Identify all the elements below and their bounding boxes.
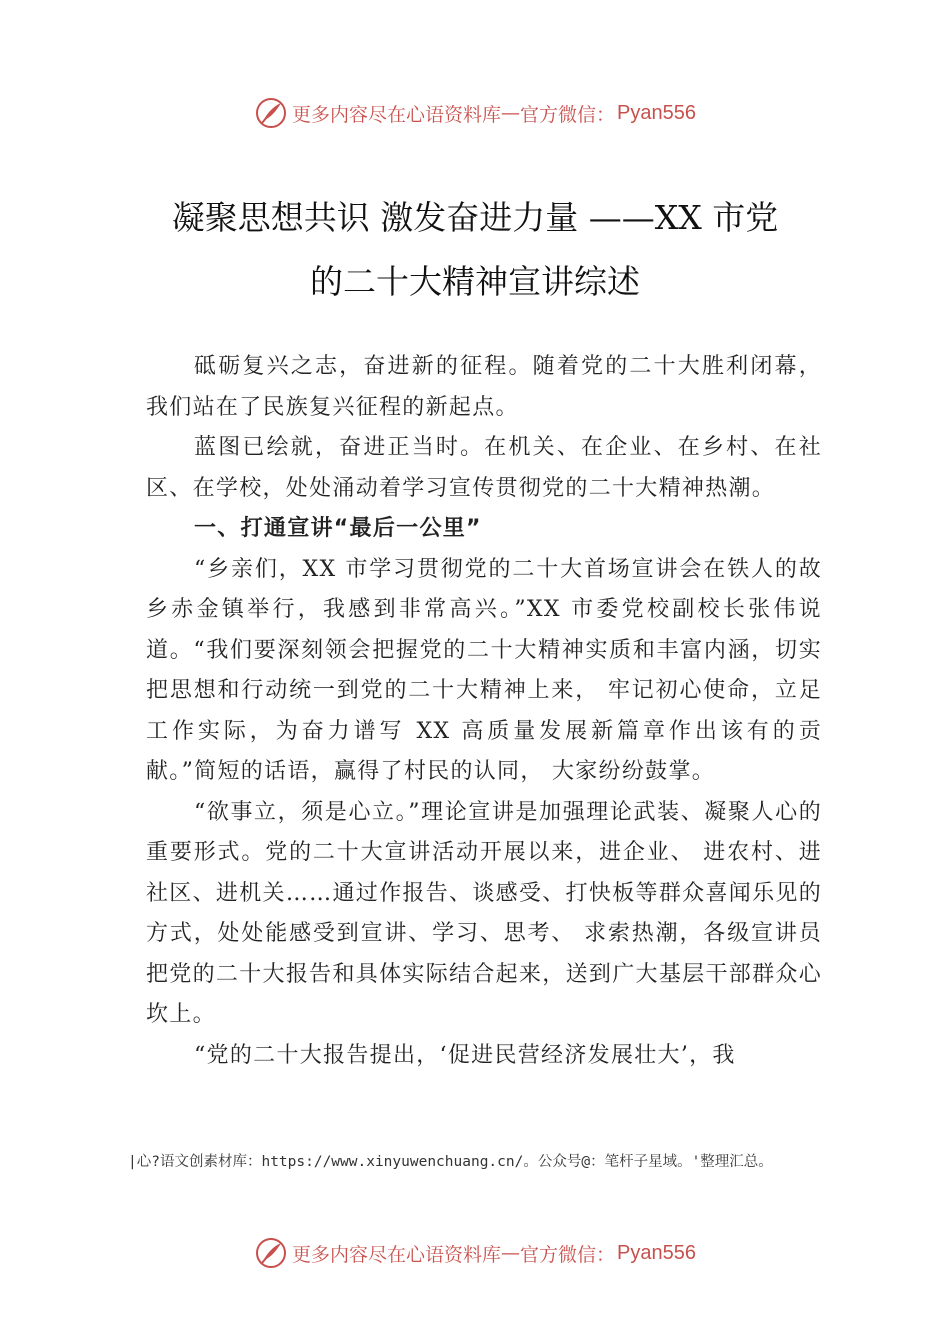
footer-watermark-banner [0, 1236, 950, 1270]
section-paragraph: “欲事立，须是心立。”理论宣讲是加强理论武装、凝聚人心的重要形式。党的二十大宣讲活动开展以来，进企业、 进农村、进社区、进机关……通过作报告、谈感受、打快板等群众喜闻乐见的方式，处处能感受到宣讲、学习、思考、 求索热潮，各级宣讲员把党的二十大报告和具体实际结合起来，送到广大基层干部群众心坎上。 [146, 799, 822, 1027]
banner-wechat-id: Pyan556 [617, 1241, 696, 1264]
intro-paragraph: 蓝图已绘就，奋进正当时。在机关、在企业、在乡村、在社区、在学校，处处涌动着学习宣传贯彻党的二十大精神热潮。 [146, 435, 822, 501]
banner-text: 更多内容尽在心语资料库 [292, 1243, 502, 1266]
banner-separator: — [501, 1242, 521, 1264]
title-line-1: 凝聚思想共识 激发奋进力量 ——XX 市党 [171, 198, 779, 237]
document-body [146, 347, 822, 1076]
section-paragraph: “党的二十大报告提出，‘促进民营经济发展壮大’，我 [194, 1042, 736, 1068]
section-paragraph: “乡亲们，XX 市学习贯彻党的二十大首场宣讲会在铁人的故乡赤金镇举行，我感到非常高兴。”XX 市委党校副校长张伟说道。“我们要深刻领会把握党的二十大精神实质和丰富内涵，切实把思想和行动统一到党的二十大精神上来， 牢记初心使命，立足工作实际，为奋力谱写 XX 高质量发展新篇章作出该有的贡献。”简短的话语，赢得了村民的认同， 大家纷纷鼓掌。 [146, 556, 822, 784]
title-line-2: 的二十大精神宣讲综述 [310, 262, 640, 301]
banner-wechat-id: Pyan556 [617, 101, 696, 124]
header-watermark-banner [0, 96, 950, 130]
source-footnote: |心?语文创素材库：https://www.xinyuwenchuang.cn/。公众号@：笔杆子星域。'整理汇总。 [128, 1154, 773, 1170]
section-heading: 一、打通宣讲“最后一公里” [194, 516, 482, 541]
document-title [120, 186, 830, 314]
intro-paragraph: 砥砺复兴之志，奋进新的征程。随着党的二十大胜利闭幕，我们站在了民族复兴征程的新起点。 [146, 354, 822, 420]
banner-label: 官方微信： [520, 1243, 616, 1266]
feather-pen-logo-icon [254, 1236, 288, 1270]
banner-text: 更多内容尽在心语资料库 [292, 103, 502, 126]
banner-separator: — [501, 102, 521, 124]
feather-pen-logo-icon [254, 96, 288, 130]
banner-label: 官方微信： [520, 103, 616, 126]
